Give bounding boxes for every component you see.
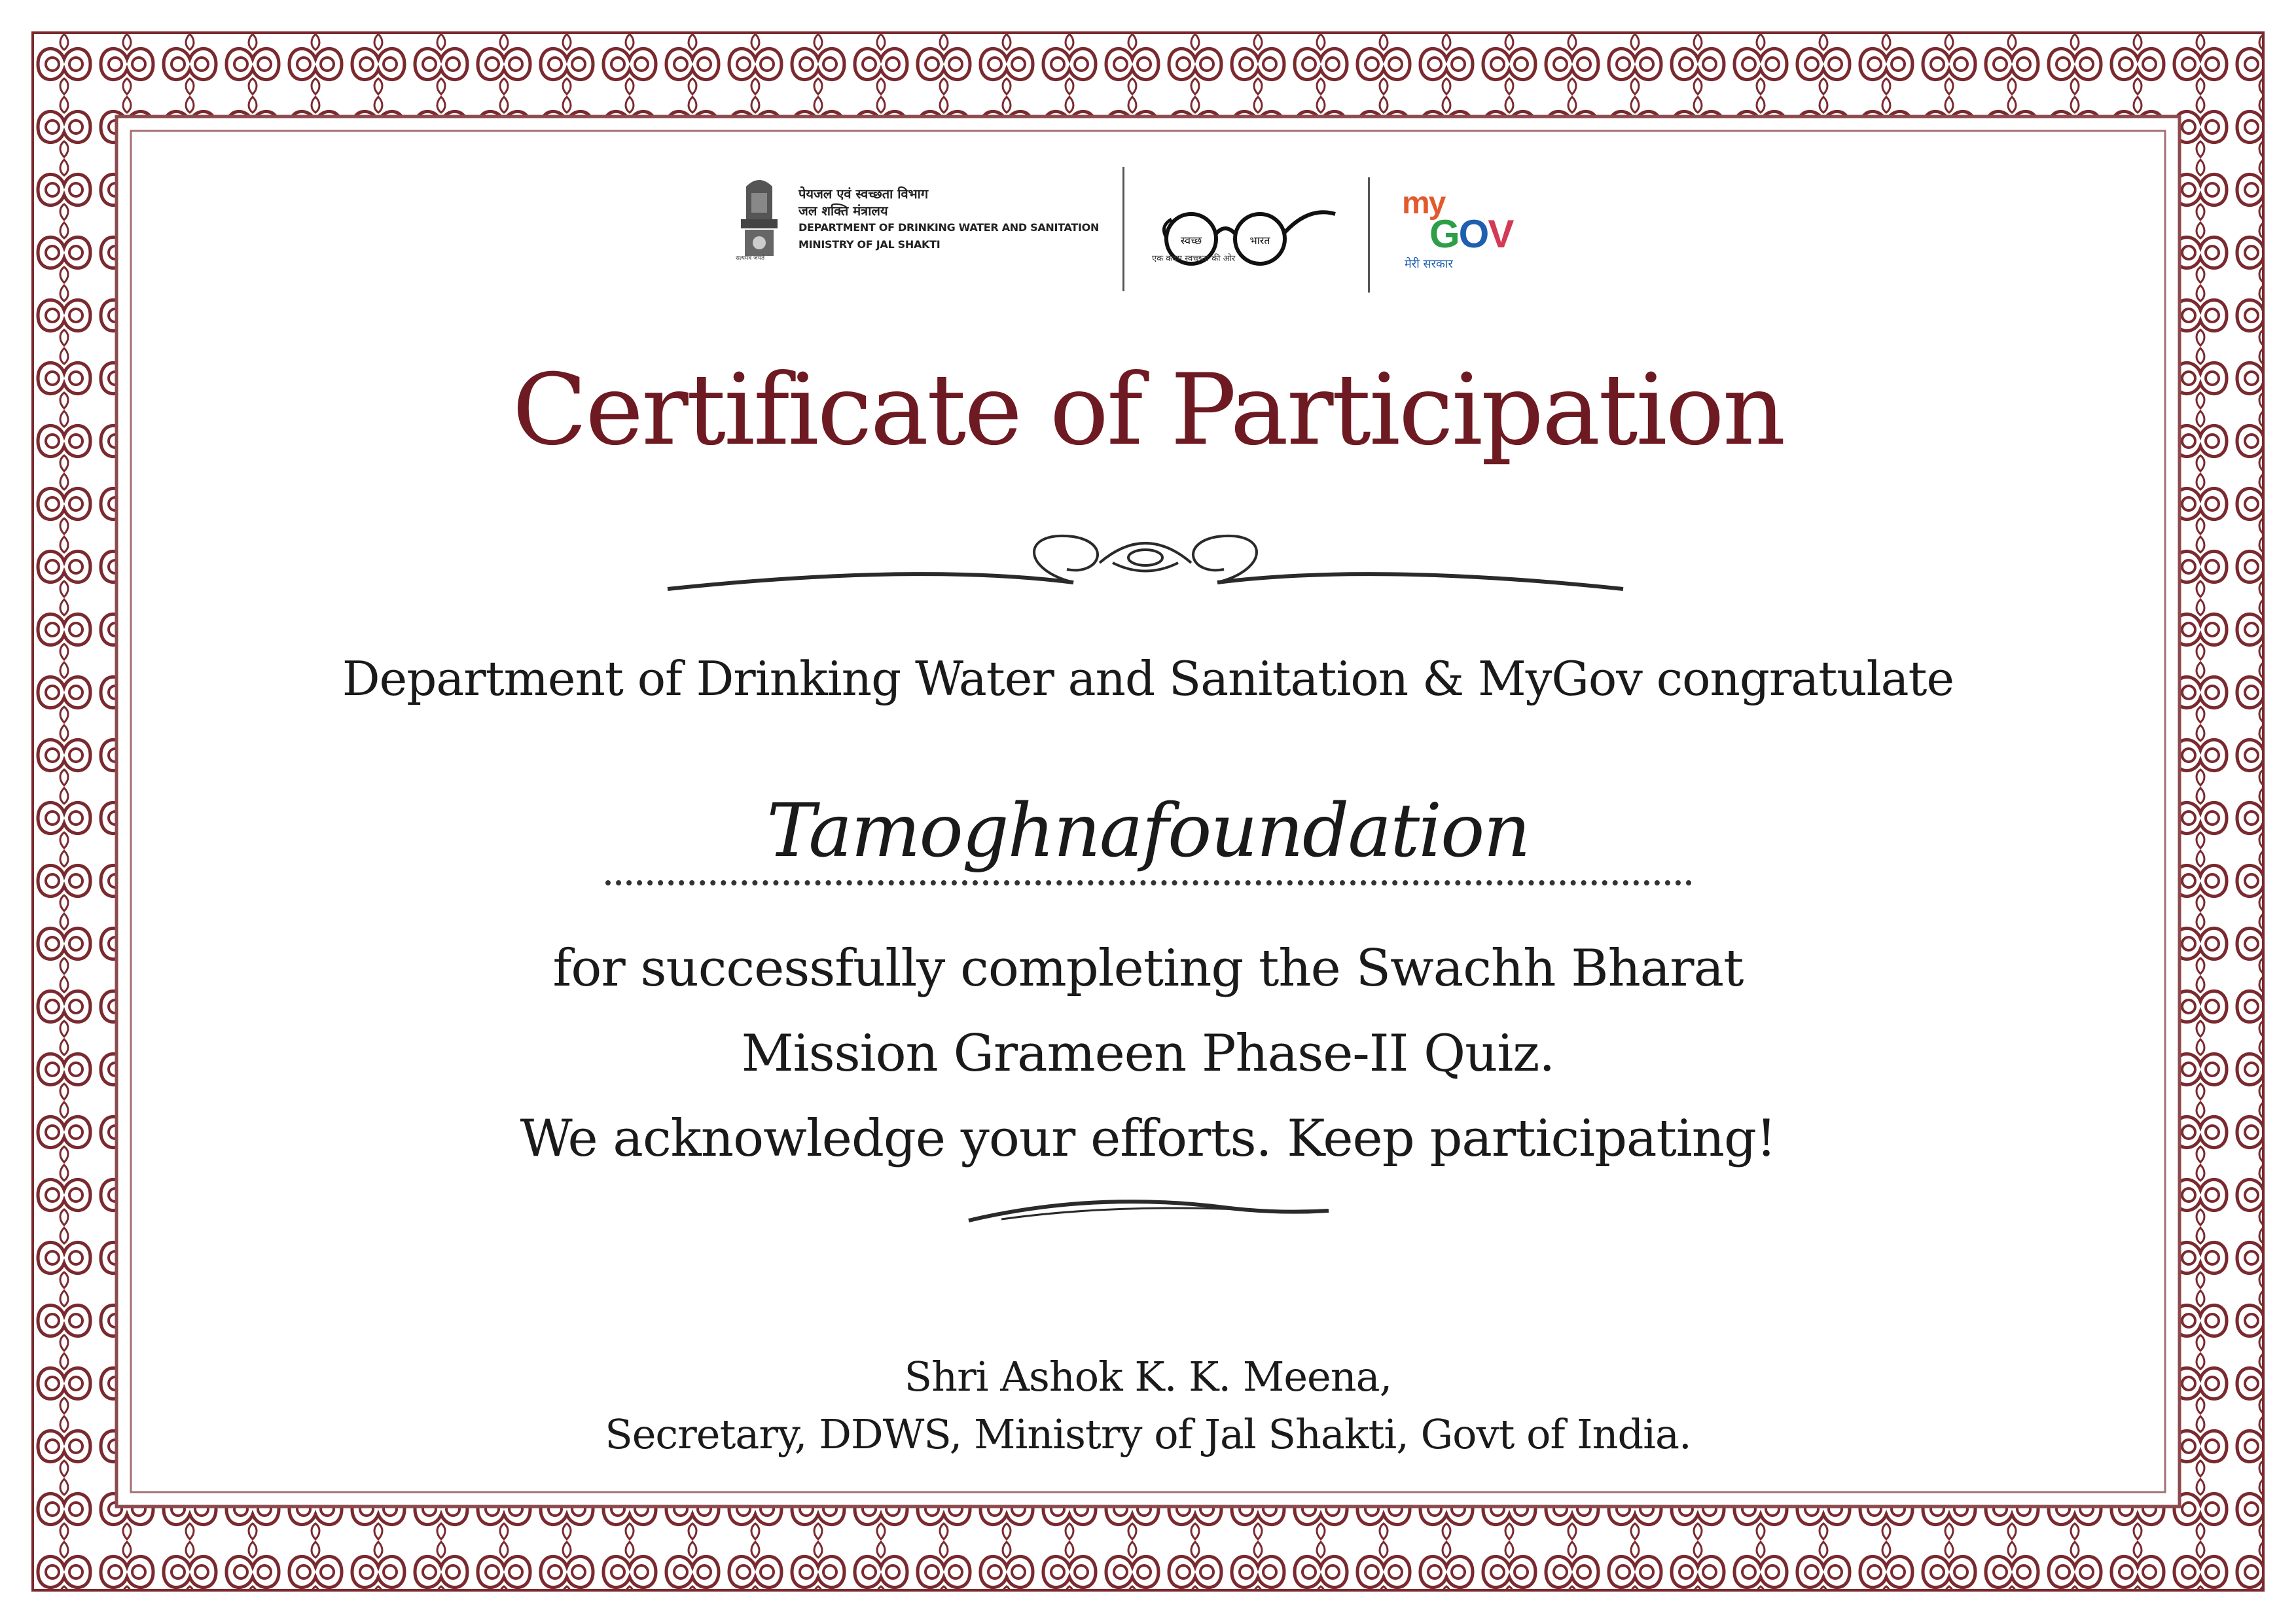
mygov-gov-letter: G [1429,212,1459,256]
dept-hindi-line-1: पेयजल एवं स्वच्छता विभाग [798,186,929,202]
signatory-name: Shri Ashok K. K. Meena, [904,1353,1392,1400]
emblem-caption: सत्यमेव जयते [736,255,765,262]
congratulation-line: Department of Drinking Water and Sanitation & MyGov congratulate [342,651,1954,706]
title-flourish-ornament [655,517,1636,609]
swachh-left-lens-text: स्वच्छ [1180,234,1202,247]
logo-divider [1368,177,1370,293]
signatory-title: Secretary, DDWS, Ministry of Jal Shakti, Govt of India. [605,1410,1691,1458]
mygov-logo [1402,185,1533,283]
mygov-gov-letter: O [1458,212,1488,256]
dept-hindi-line-2: जल शक्ति मंत्रालय [798,203,888,219]
logo-divider [1122,167,1124,291]
mygov-gov-letter: V [1488,212,1513,256]
dept-english-line-2: MINISTRY OF JAL SHAKTI [798,238,941,251]
body-line: Mission Grameen Phase-II Quiz. [741,1024,1555,1083]
recipient-dotted-line [605,880,1692,885]
body-flourish-ornament [962,1194,1335,1234]
body-line: for successfully completing the Swachh Bharat [552,939,1744,998]
department-name-block [798,185,1191,253]
certificate-title: Certificate of Participation [512,353,1784,467]
swachh-caption: एक कदम स्वच्छता की ओर [1152,254,1236,264]
recipient-name: Tamoghnafoundation [766,789,1530,874]
mygov-my-text: my [1402,186,1445,221]
body-line: We acknowledge your efforts. Keep participating! [520,1109,1776,1168]
signatory-block [0,1348,2296,1463]
mygov-gov-text [1429,211,1513,257]
header-logos [733,167,1551,298]
dept-english-line-1: DEPARTMENT OF DRINKING WATER AND SANITATION [798,221,1100,234]
mygov-hindi-text: मेरी सरकार [1405,257,1453,271]
swachh-right-lens-text: भारत [1249,234,1270,247]
swachh-bharat-logo-icon [1145,187,1342,285]
certificate-body [0,926,2296,1181]
